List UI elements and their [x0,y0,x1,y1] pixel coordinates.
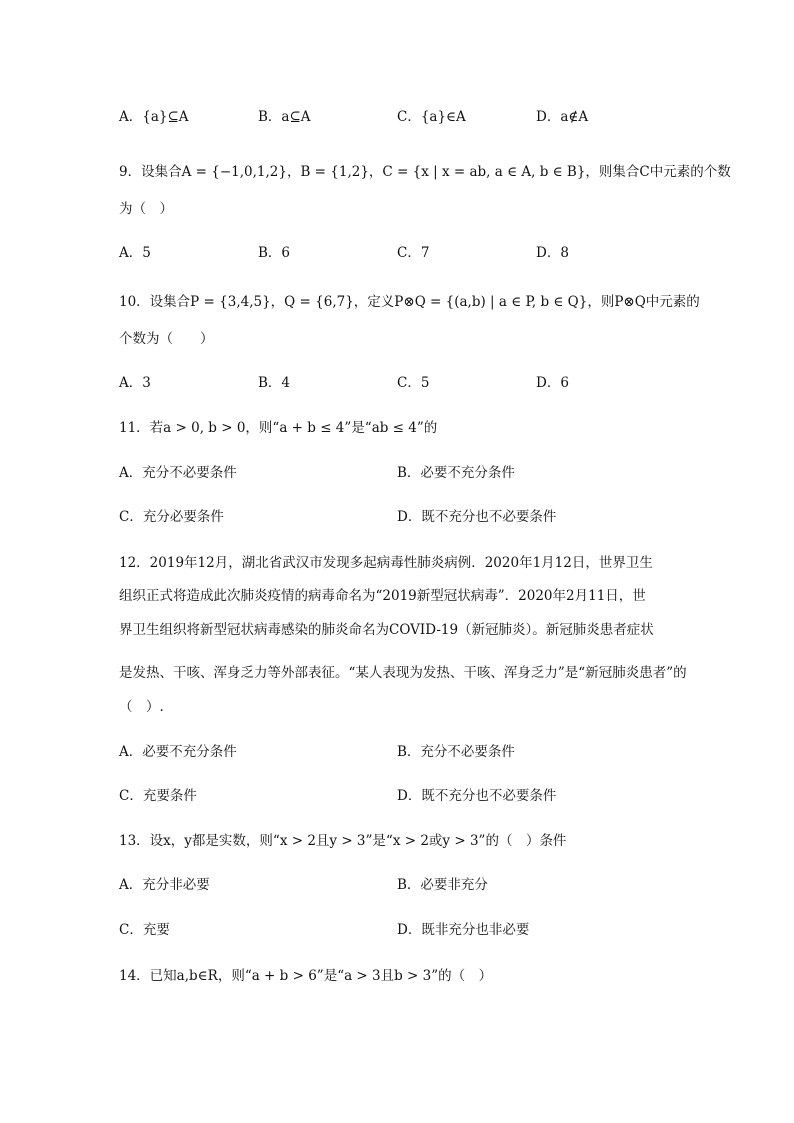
q12-stem-line-3: 界卫生组织将新型冠状病毒感染的肺炎命名为COVID-19（新冠肺炎）。新冠肺炎患者症状 [119,622,654,638]
q12-option-b: B．充分不必要条件 [397,744,515,760]
q13-stem-line-1: 13．设x，y都是实数，则“x > 2且y > 3”是“x > 2或y > 3”的（ ）条件 [119,833,567,849]
q10-option-c: C．5 [397,375,430,391]
q11-option-a: A．充分不必要条件 [119,465,237,481]
q13-option-b: B．必要非充分 [397,877,488,893]
q13-option-c: C．充要 [119,922,170,938]
q11-option-c: C．充分必要条件 [119,509,224,525]
q10-option-b: B．4 [258,375,291,391]
q13-option-a: A．充分非必要 [119,877,210,893]
q9-option-b: B．6 [258,245,291,261]
q12-option-c: C．充要条件 [119,788,197,804]
q12-option-d: D．既不充分也不必要条件 [397,788,557,804]
q10-option-d: D．6 [536,375,569,391]
q8-option-b: B．a⊆A [258,109,311,125]
q8-option-a: A．{a}⊆A [119,109,189,125]
q10-stem-line-2: 个数为（ ） [119,331,214,347]
q12-stem-line-1: 12．2019年12月，湖北省武汉市发现多起病毒性肺炎病例．2020年1月12日，世界卫生 [119,555,653,571]
q9-stem-line-1: 9．设集合A = {−1,0,1,2}，B = {1,2}，C = {x | x = ab, a ∈ A, b ∈ B}，则集合C中元素的个数 [119,164,731,180]
q8-option-d: D．a∉A [536,109,589,125]
q14-stem-line-1: 14．已知a,b∈R，则“a + b > 6”是“a > 3且b > 3”的（ ） [119,968,493,984]
q9-option-d: D．8 [536,245,569,261]
q12-stem-line-5: （ ）. [119,699,164,715]
q13-option-d: D．既非充分也非必要 [397,922,530,938]
q8-option-c: C．{a}∈A [397,109,466,125]
q9-stem-line-2: 为（ ） [119,201,173,217]
q9-option-c: C．7 [397,245,430,261]
q12-option-a: A．必要不充分条件 [119,744,237,760]
q10-stem-line-1: 10．设集合P = {3,4,5}，Q = {6,7}，定义P⊗Q = {(a,b) | a ∈ P, b ∈ Q}，则P⊗Q中元素的 [119,294,700,310]
q11-option-b: B．必要不充分条件 [397,465,515,481]
q11-option-d: D．既不充分也不必要条件 [397,509,557,525]
q10-option-a: A．3 [119,375,151,391]
q11-stem-line-1: 11．若a > 0, b > 0，则“a + b ≤ 4”是“ab ≤ 4”的 [119,420,438,436]
q12-stem-line-4: 是发热、干咳、浑身乏力等外部表征。“某人表现为发热、干咳、浑身乏力”是“新冠肺炎患者”的 [119,665,687,681]
q9-option-a: A．5 [119,245,151,261]
q12-stem-line-2: 组织正式将造成此次肺炎疫情的病毒命名为“2019新型冠状病毒”．2020年2月11日，世 [119,588,646,604]
